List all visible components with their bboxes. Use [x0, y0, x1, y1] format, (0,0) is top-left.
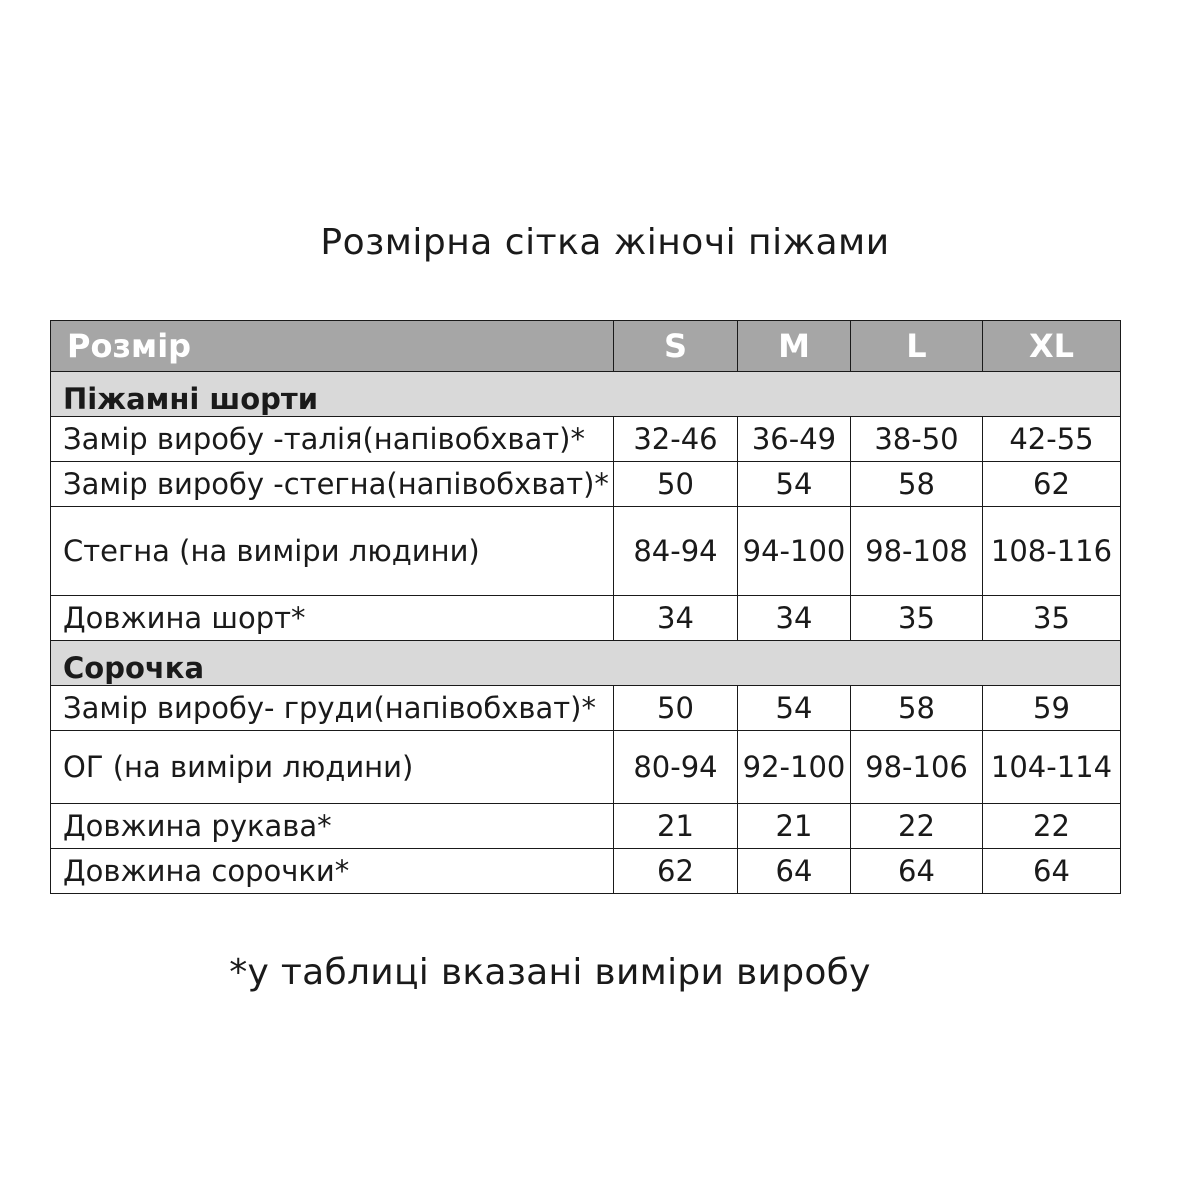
row-label: Стегна (на виміри людини)	[51, 507, 614, 596]
row-label: Замір виробу- груди(напівобхват)*	[51, 686, 614, 731]
cell-value: 35	[851, 596, 983, 641]
cell-value: 64	[983, 849, 1121, 894]
cell-value: 38-50	[851, 417, 983, 462]
page-title: Розмірна сітка жіночі піжами	[320, 222, 890, 263]
cell-value: 36-49	[738, 417, 851, 462]
row-label: Замір виробу -стегна(напівобхват)*	[51, 462, 614, 507]
cell-value: 92-100	[738, 731, 851, 804]
cell-value: 50	[614, 462, 738, 507]
row-label: ОГ (на виміри людини)	[51, 731, 614, 804]
cell-value: 34	[738, 596, 851, 641]
section-title-shirt: Сорочка	[51, 641, 1121, 686]
cell-value: 94-100	[738, 507, 851, 596]
row-label: Замір виробу -талія(напівобхват)*	[51, 417, 614, 462]
cell-value: 34	[614, 596, 738, 641]
cell-value: 54	[738, 686, 851, 731]
cell-value: 62	[614, 849, 738, 894]
section-title-shorts: Піжамні шорти	[51, 372, 1121, 417]
size-header-s: S	[614, 321, 738, 372]
cell-value: 98-108	[851, 507, 983, 596]
table-header-row	[51, 321, 1121, 372]
cell-value: 21	[738, 804, 851, 849]
row-label: Довжина шорт*	[51, 596, 614, 641]
size-header-l: L	[851, 321, 983, 372]
size-header-m: M	[738, 321, 851, 372]
size-header-xl: XL	[983, 321, 1121, 372]
table-row	[51, 596, 1121, 641]
cell-value: 108-116	[983, 507, 1121, 596]
table-row	[51, 804, 1121, 849]
cell-value: 58	[851, 462, 983, 507]
cell-value: 22	[983, 804, 1121, 849]
cell-value: 35	[983, 596, 1121, 641]
cell-value: 32-46	[614, 417, 738, 462]
row-label: Довжина сорочки*	[51, 849, 614, 894]
cell-value: 84-94	[614, 507, 738, 596]
cell-value: 98-106	[851, 731, 983, 804]
cell-value: 54	[738, 462, 851, 507]
cell-value: 104-114	[983, 731, 1121, 804]
size-header-label: Розмір	[51, 321, 614, 372]
footnote: *у таблиці вказані виміри виробу	[229, 952, 871, 993]
cell-value: 64	[851, 849, 983, 894]
cell-value: 58	[851, 686, 983, 731]
cell-value: 59	[983, 686, 1121, 731]
table-row	[51, 507, 1121, 596]
table-row	[51, 417, 1121, 462]
table-row	[51, 849, 1121, 894]
size-chart-table	[50, 320, 1121, 894]
cell-value: 22	[851, 804, 983, 849]
table-row	[51, 731, 1121, 804]
cell-value: 21	[614, 804, 738, 849]
cell-value: 42-55	[983, 417, 1121, 462]
row-label: Довжина рукава*	[51, 804, 614, 849]
cell-value: 80-94	[614, 731, 738, 804]
cell-value: 62	[983, 462, 1121, 507]
cell-value: 50	[614, 686, 738, 731]
cell-value: 64	[738, 849, 851, 894]
section-row-shirt	[51, 641, 1121, 686]
table-row	[51, 686, 1121, 731]
table-row	[51, 462, 1121, 507]
section-row-shorts	[51, 372, 1121, 417]
